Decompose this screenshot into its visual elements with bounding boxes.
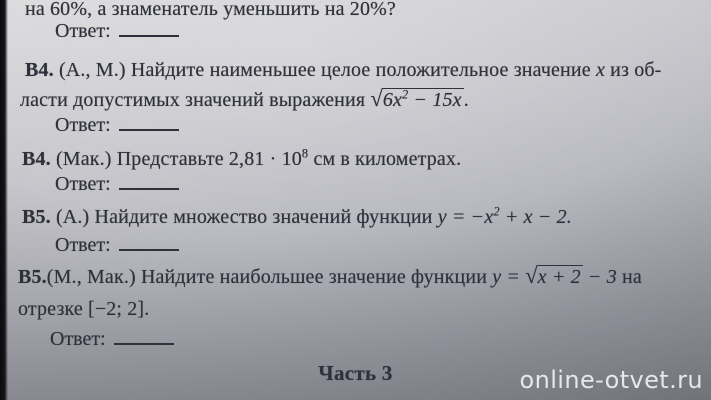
problem-variant-tag: (М., Мак.)	[46, 266, 136, 288]
answer-row-b4-mak	[55, 173, 179, 196]
exponent: 2	[493, 204, 500, 219]
problem-variant-tag: (А., М.)	[58, 59, 126, 81]
period: .	[463, 89, 469, 111]
radicand-expression: x + 2	[537, 266, 581, 288]
math-expression: $y = -x^2 + x - 2$.	[437, 204, 572, 228]
answer-row-b4-am	[55, 114, 179, 137]
problem-number: В4.	[25, 59, 54, 81]
problem-text: отрезке [−2; 2].	[18, 298, 150, 320]
problem-b4-mak-line1	[22, 146, 461, 172]
problem-number: В4.	[22, 148, 51, 170]
problem-b5-a-line1	[22, 204, 572, 230]
math-variable: x	[595, 59, 605, 81]
watermark-online-otvet: online-otvet.ru	[519, 366, 703, 394]
problem-text: Найдите наименьшее целое положительное значение	[130, 59, 591, 81]
problem-text: Найдите множество значений функции	[94, 206, 433, 228]
math-expression: y =	[492, 266, 521, 288]
answer-label: Ответ:	[55, 234, 111, 256]
problem-b5-mmak-line1	[18, 263, 642, 290]
answer-blank	[119, 174, 179, 190]
answer-label: Ответ:	[50, 328, 106, 350]
problem-number: В5.	[22, 206, 51, 228]
answer-label: Ответ:	[55, 173, 111, 195]
problem-text: Найдите наибольшее значение функции	[140, 266, 488, 288]
answer-blank	[119, 21, 179, 37]
answer-blank	[119, 235, 179, 251]
problem-text: из об-	[610, 59, 662, 81]
problem-text: на	[622, 266, 642, 288]
problem-number: В5.	[18, 266, 47, 288]
answer-label: Ответ:	[55, 20, 111, 42]
exponent: 8	[301, 146, 309, 161]
problem-text: на 60%, а знаменатель уменьшить на 20%?	[25, 0, 396, 20]
problem-text: см в километрах.	[313, 148, 462, 170]
section-heading-part3: Часть 3	[318, 361, 393, 385]
photo-left-edge	[0, 0, 8, 400]
problem-b4-am-line2	[20, 86, 469, 113]
answer-row-b5-mmak	[50, 328, 174, 351]
problem-text: Представьте 2,81 · 10	[116, 148, 302, 170]
answer-blank	[119, 115, 179, 131]
exponent: 2	[402, 87, 409, 102]
answer-label: Ответ:	[55, 114, 111, 136]
problem-top-cutoff-line	[25, 0, 396, 22]
problem-variant-tag: (А.)	[55, 206, 90, 228]
answer-row-b5-a	[55, 234, 179, 257]
math-expression: − 3	[587, 266, 617, 288]
problem-variant-tag: (Мак.)	[55, 148, 112, 170]
radical-sign: √	[370, 86, 383, 111]
problem-b5-mmak-line2	[18, 296, 149, 322]
problem-text: ласти допустимых значений выражения	[20, 89, 366, 111]
radicand-expression: $6x^2 - 15x$	[382, 87, 462, 111]
answer-row-top	[55, 20, 179, 43]
answer-blank	[114, 329, 174, 345]
radical-sign: √	[525, 263, 538, 288]
problem-b4-am-line1	[25, 57, 661, 83]
